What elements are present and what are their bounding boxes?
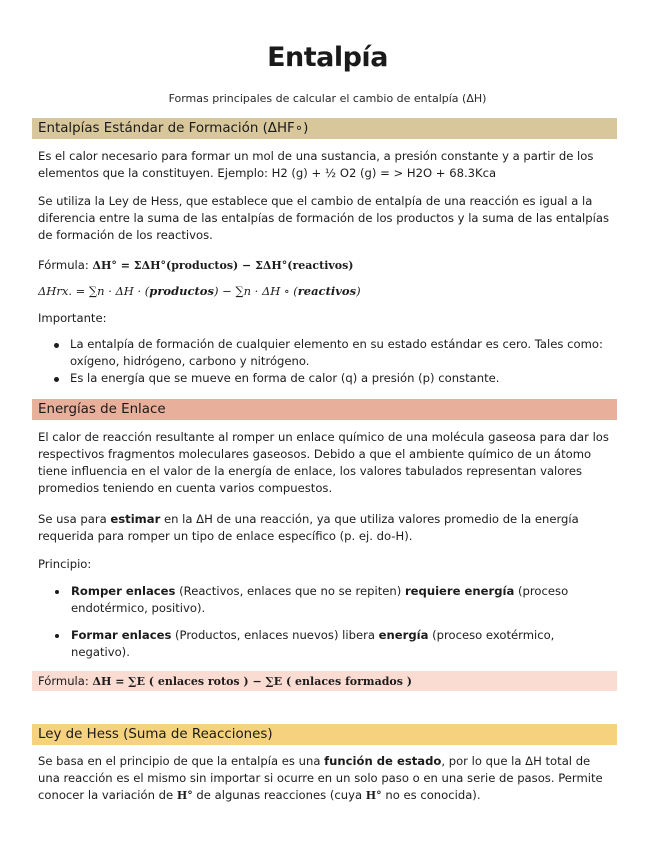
list-item <box>32 583 610 617</box>
text-run: no es conocida). <box>381 788 481 802</box>
formula-part: ) <box>402 675 412 688</box>
list-item: Es la energía que se mueve en forma de calor (q) a presión (p) constante. <box>32 370 610 387</box>
formula-standard-enthalpy <box>38 257 610 274</box>
formula-part: ) − ∑n · ΔH ∘ ( <box>213 284 298 298</box>
text-emphasis: función de estado <box>324 754 442 768</box>
text-emphasis: Romper enlaces <box>71 584 176 598</box>
principle-list <box>32 583 610 671</box>
page-subtitle: Formas principales de calcular el cambio de entalpía (ΔH) <box>168 92 487 105</box>
important-label: Importante: <box>38 311 107 325</box>
formula-label: Fórmula: <box>38 674 89 688</box>
list-item <box>32 627 610 661</box>
text-run: (Reactivos, enlaces que no se repiten) <box>175 584 405 598</box>
formula-label: Fórmula: <box>38 258 89 272</box>
formula-reaction-enthalpy <box>38 283 610 300</box>
text-emphasis: estimar <box>110 512 161 526</box>
text-run: , por lo que la ΔH total de una reacción es el mismo sin importar si ocurre en un solo paso o en una serie de pasos. Permite conocer la variación de <box>38 754 603 802</box>
text-emphasis: requiere energía <box>404 584 515 598</box>
formula-term-formed: enlaces formados <box>295 675 403 688</box>
text-run: de algunas reacciones (cuya <box>192 788 366 802</box>
page-title: Entalpía <box>267 42 388 73</box>
text-run: Se usa para <box>38 512 111 526</box>
text-run: (proceso exotérmico, negativo). <box>71 628 555 659</box>
symbol-h-standard: H° <box>365 789 382 802</box>
section-heading-bond-energies: Energías de Enlace <box>32 399 617 420</box>
text-emphasis: Formar enlaces <box>71 628 172 642</box>
text-run: (proceso endotérmico, positivo). <box>71 584 569 615</box>
text-emphasis: energía <box>378 628 429 642</box>
formula-term-reactants: reactivos <box>297 284 357 298</box>
paragraph-bond-energy-usage <box>38 511 610 545</box>
formula-bond-energy <box>32 671 617 691</box>
formula-term-broken: enlaces rotos <box>157 675 240 688</box>
formula-part: ) <box>356 284 361 298</box>
list-item: La entalpía de formación de cualquier elemento en su estado estándar es cero. Tales como: oxígeno, hidrógeno, carbono y nitrógeno. <box>32 336 610 370</box>
formula-part: ΔHrx. = ∑n · ΔH · ( <box>38 284 150 298</box>
important-list <box>32 336 610 387</box>
symbol-h-standard: H° <box>176 789 193 802</box>
text-run: Se basa en el principio de que la entalpía es una <box>38 754 325 768</box>
principle-label: Principio: <box>38 557 92 571</box>
text-run: en la ΔH de una reacción, ya que utiliza valores promedio de la energía requerida para romper un tipo de enlace específico (p. ej. do-H). <box>38 512 579 543</box>
text-run: (Productos, enlaces nuevos) libera <box>171 628 379 642</box>
paragraph-hess-law-principle <box>38 753 610 804</box>
paragraph-definition: Es el calor necesario para formar un mol de una sustancia, a presión constante y a partir de los elementos que la constituyen. Ejemplo: H2 (g) + ½ O2 (g) = > H2O + 68.3Kca <box>38 149 594 180</box>
formula-expression: ΔH° = ΣΔH°(productos) − ΣΔH°(reactivos) <box>92 259 354 272</box>
formula-term-products: productos <box>149 284 214 298</box>
formula-part: ) − ∑E ( <box>239 675 296 688</box>
section-heading-formation-enthalpy: Entalpías Estándar de Formación (ΔHF∘) <box>32 118 617 139</box>
section-heading-hess-law: Ley de Hess (Suma de Reacciones) <box>32 724 617 745</box>
paragraph-hess-law: Se utiliza la Ley de Hess, que establece que el cambio de entalpía de una reacción es igual a la diferencia entre la suma de las entalpías de formación de los productos y la suma de las entalpías de formación de los reactivos. <box>38 194 610 242</box>
paragraph-bond-energy-definition: El calor de reacción resultante al romper un enlace químico de una molécula gaseosa para dar los respectivos fragmentos moleculares gaseosos. Debido a que el ambiente químico de un átomo tiene influencia en el valor de la energía de enlace, los valores tabulados representan valores promedios teniendo en cuenta varios compuestos. <box>38 430 609 495</box>
formula-part: ΔH = ∑E ( <box>92 675 158 688</box>
